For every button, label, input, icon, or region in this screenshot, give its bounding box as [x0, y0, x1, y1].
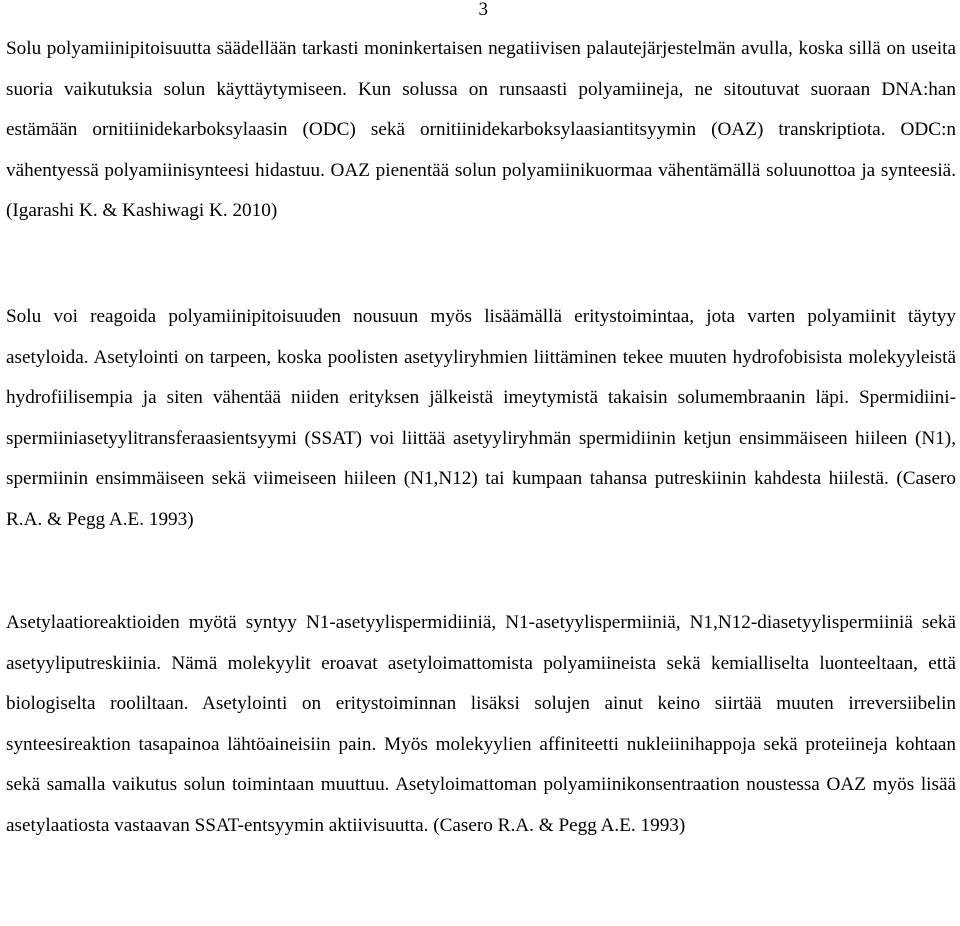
page-number: 3 — [478, 0, 488, 20]
paragraph-polyamine-regulation: Solu polyamiinipitoisuutta säädellään tarkasti moninkertaisen negatiivisen palautejärjestelmän avulla, koska sillä on useita suoria vaikutuksia solun käyttäytymiseen. Kun solussa on runsaasti polyamiineja, ne sitoutuvat suoraan DNA:han estämään ornitiinidekarboksylaasin (ODC) sekä ornitiinidekarboksylaasiantitsyymin (OAZ) transkriptiota. ODC:n vähentyessä polyamiinisynteesi hidastuu. OAZ pienentää solun polyamiinikuormaa vähentämällä soluunottoa ja synteesiä. (Igarashi K. & Kashiwagi K. 2010) — [6, 38, 956, 222]
paragraph-acetylation-secretion: Solu voi reagoida polyamiinipitoisuuden nousuun myös lisäämällä eritystoimintaa, jota varten polyamiinit täytyy asetyloida. Asetylointi on tarpeen, koska poolisten asetyyliryhmien liittäminen tekee muuten hydrofobisista molekyyleistä hydrofiilisempia ja siten vähentää niiden erityksen jälkeistä imeytymistä takaisin solumembraanin läpi. Spermidiini-spermiiniasetyylitransferaasientsyymi (SSAT) voi liittää asetyyliryhmän spermidiinin ketjun ensimmäiseen hiileen (N1), spermiinin ensimmäiseen sekä viimeiseen hiileen (N1,N12) tai kumpaan tahansa putreskiinin kahdesta hiilestä. (Casero R.A. & Pegg A.E. 1993) — [6, 306, 956, 530]
paragraph-acetylation-products: Asetylaatioreaktioiden myötä syntyy N1-asetyylispermidiiniä, N1-asetyylispermiiniä, N1,N12-diasetyylispermiiniä sekä asetyyliputreskiinia. Nämä molekyylit eroavat asetyloimattomista polyamiineista sekä kemialliselta luonteeltaan, että biologiselta rooliltaan. Asetylointi on eritystoiminnan lisäksi solujen ainut keino siirtää muuten irreversiibelin synteesireaktion tasapainoa lähtöaineisiin pain. Myös molekyylien affiniteetti nukleiinihappoja sekä proteiineja kohtaan sekä samalla vaikutus solun toimintaan muuttuu. Asetyloimattoman polyamiinikonsentraation noustessa OAZ myös lisää asetylaatiosta vastaavan SSAT-entsyymin aktiivisuutta. (Casero R.A. & Pegg A.E. 1993) — [6, 612, 956, 836]
